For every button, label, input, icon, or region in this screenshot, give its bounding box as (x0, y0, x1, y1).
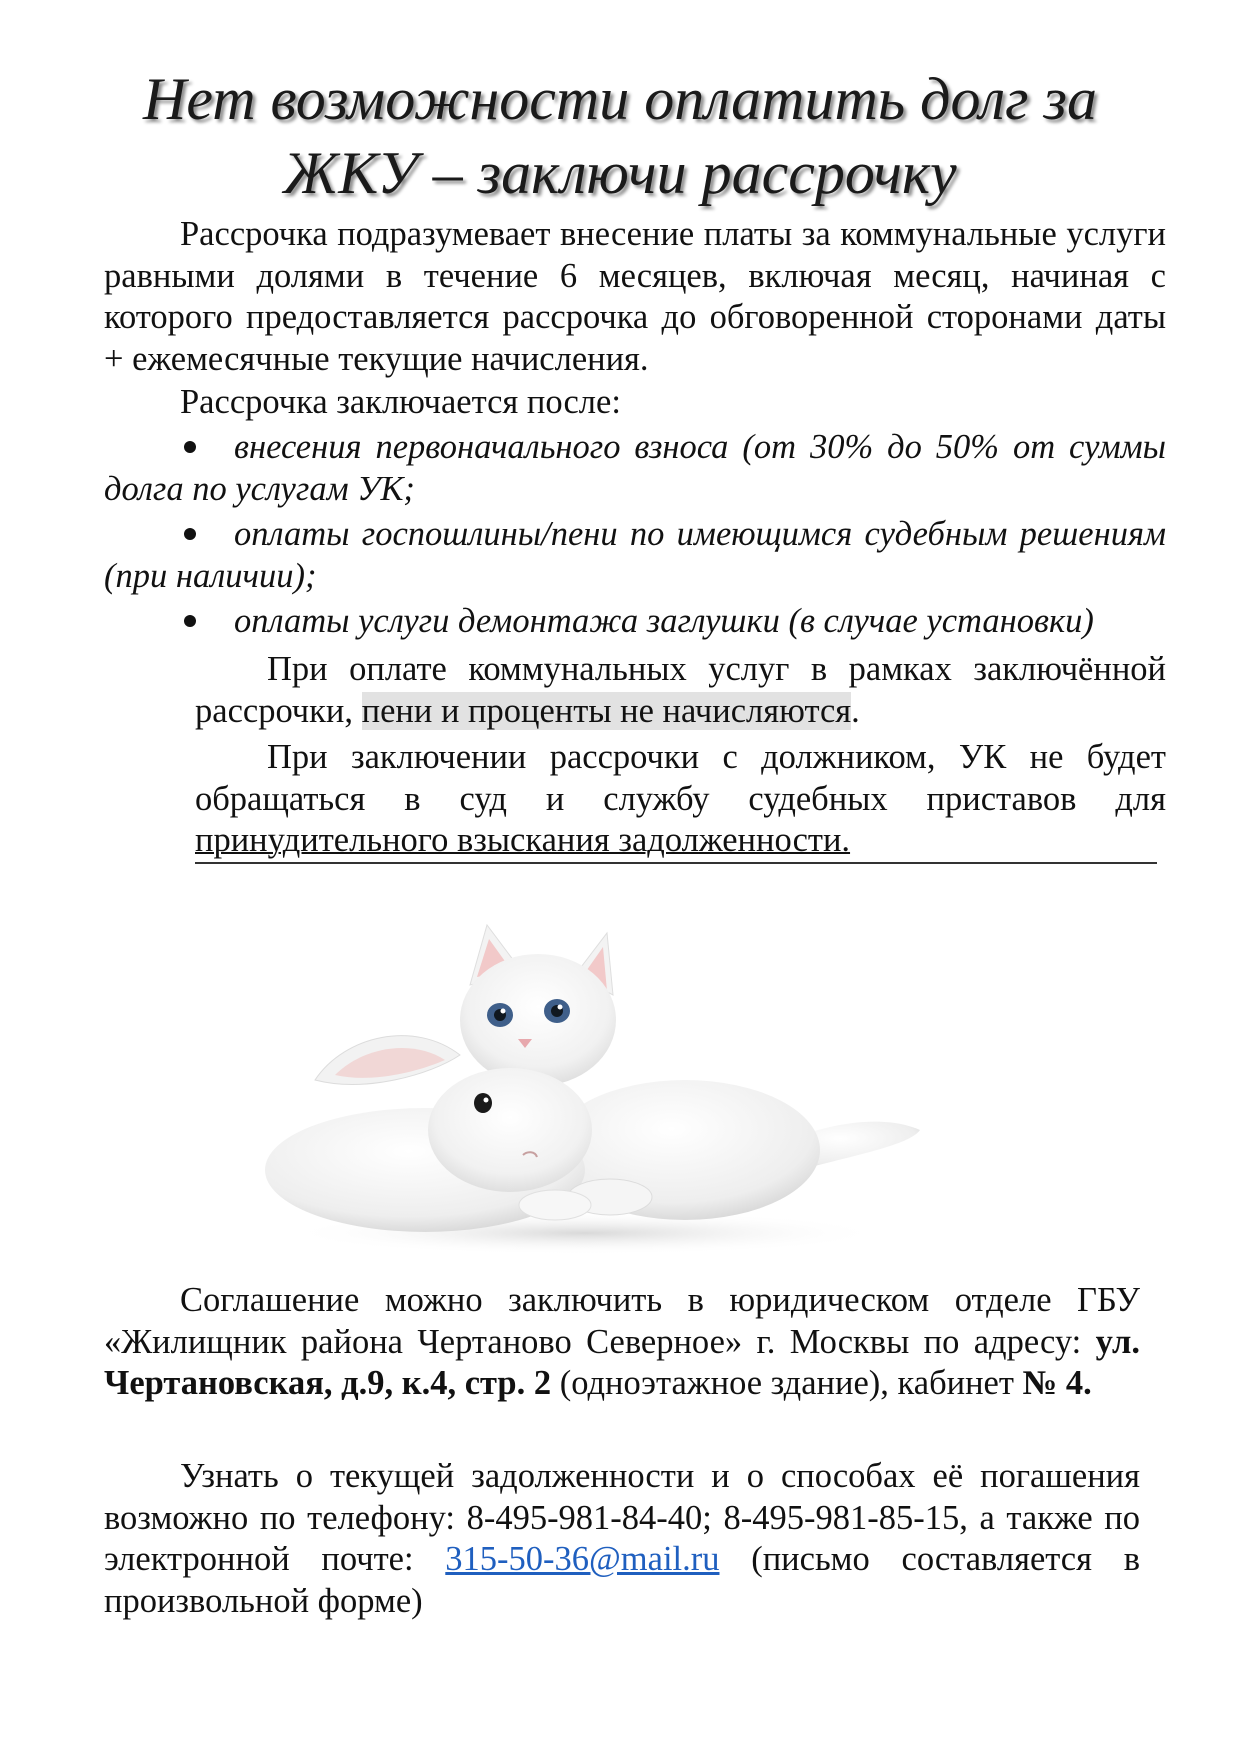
email-link[interactable]: 315-50-36@mail.ru (445, 1540, 720, 1578)
office-address: ул. Чертановская, д.9, к.4, стр. 2 (104, 1322, 1140, 1402)
condition-text: внесения первоначального взноса (от 30% до 50% от суммы долга по услугам УК; (104, 428, 1166, 508)
condition-text: оплаты услуги демонтажа заглушки (в случае установки) (234, 602, 1094, 640)
no-court-underlined: принудительного взыскания задолженности. (195, 821, 851, 859)
bullet-icon (184, 528, 196, 540)
condition-text: оплаты госпошлины/пени по имеющимся судебным решениям (при наличии); (104, 515, 1166, 595)
installment-definition: Рассрочка подразумевает внесение платы за коммунальные услуги равными долями в течение 6 месяцев, включая месяц, начиная с которого предоставляется рассрочка до обговоренной сторонами даты + ежемесячные текущие начисления. (104, 215, 1166, 378)
list-item (104, 427, 1166, 510)
list-item (104, 514, 1166, 597)
agreement-intro: Соглашение можно заключить в юридическом отделе ГБУ «Жилищник района Чертаново Северное» г. Москвы по адресу: (104, 1281, 1140, 1361)
title-line-1: Нет возможности оплатить долг за (143, 66, 1097, 132)
contact-end: (письмо составляется в произвольной форме) (104, 1540, 1140, 1620)
rabbit-eye (474, 1093, 492, 1113)
no-penalty-highlight: пени и проценты не начисляются (361, 691, 852, 730)
agreement-location-paragraph (104, 1280, 1140, 1405)
no-penalty-end: . (851, 691, 860, 730)
no-court-text: При заключении рассрочки с должником, УК не будет обращаться в суд и службу судебных приставов для (195, 738, 1166, 818)
contact-text: Узнать о текущей задолженности и о способах её погашения возможно по телефону: 8-495-981-84-40; 8-495-981-85-15, а также по электронной почте: (104, 1457, 1140, 1578)
divider (195, 862, 1157, 864)
no-court-paragraph (195, 737, 1166, 862)
title-line-2: ЖКУ – заключи рассрочку (283, 140, 957, 206)
conditions-list (104, 427, 1166, 647)
office-room: № 4. (1022, 1364, 1092, 1402)
kitten-head (460, 954, 616, 1086)
kitten-and-rabbit-photo-icon (255, 915, 1015, 1255)
page-title (100, 62, 1140, 210)
kitten-paw (519, 1190, 591, 1220)
bullet-icon (184, 615, 196, 627)
agreement-middle: (одноэтажное здание), кабинет (551, 1364, 1023, 1402)
rabbit-head (428, 1068, 592, 1192)
conditions-intro: Рассрочка заключается после: (180, 383, 621, 421)
list-item (104, 601, 1166, 643)
no-penalty-paragraph (195, 649, 1166, 732)
no-penalty-text: При оплате коммунальных услуг в рамках заключённой рассрочки, (195, 650, 1166, 730)
contact-paragraph (104, 1456, 1140, 1622)
bullet-icon (184, 441, 196, 453)
